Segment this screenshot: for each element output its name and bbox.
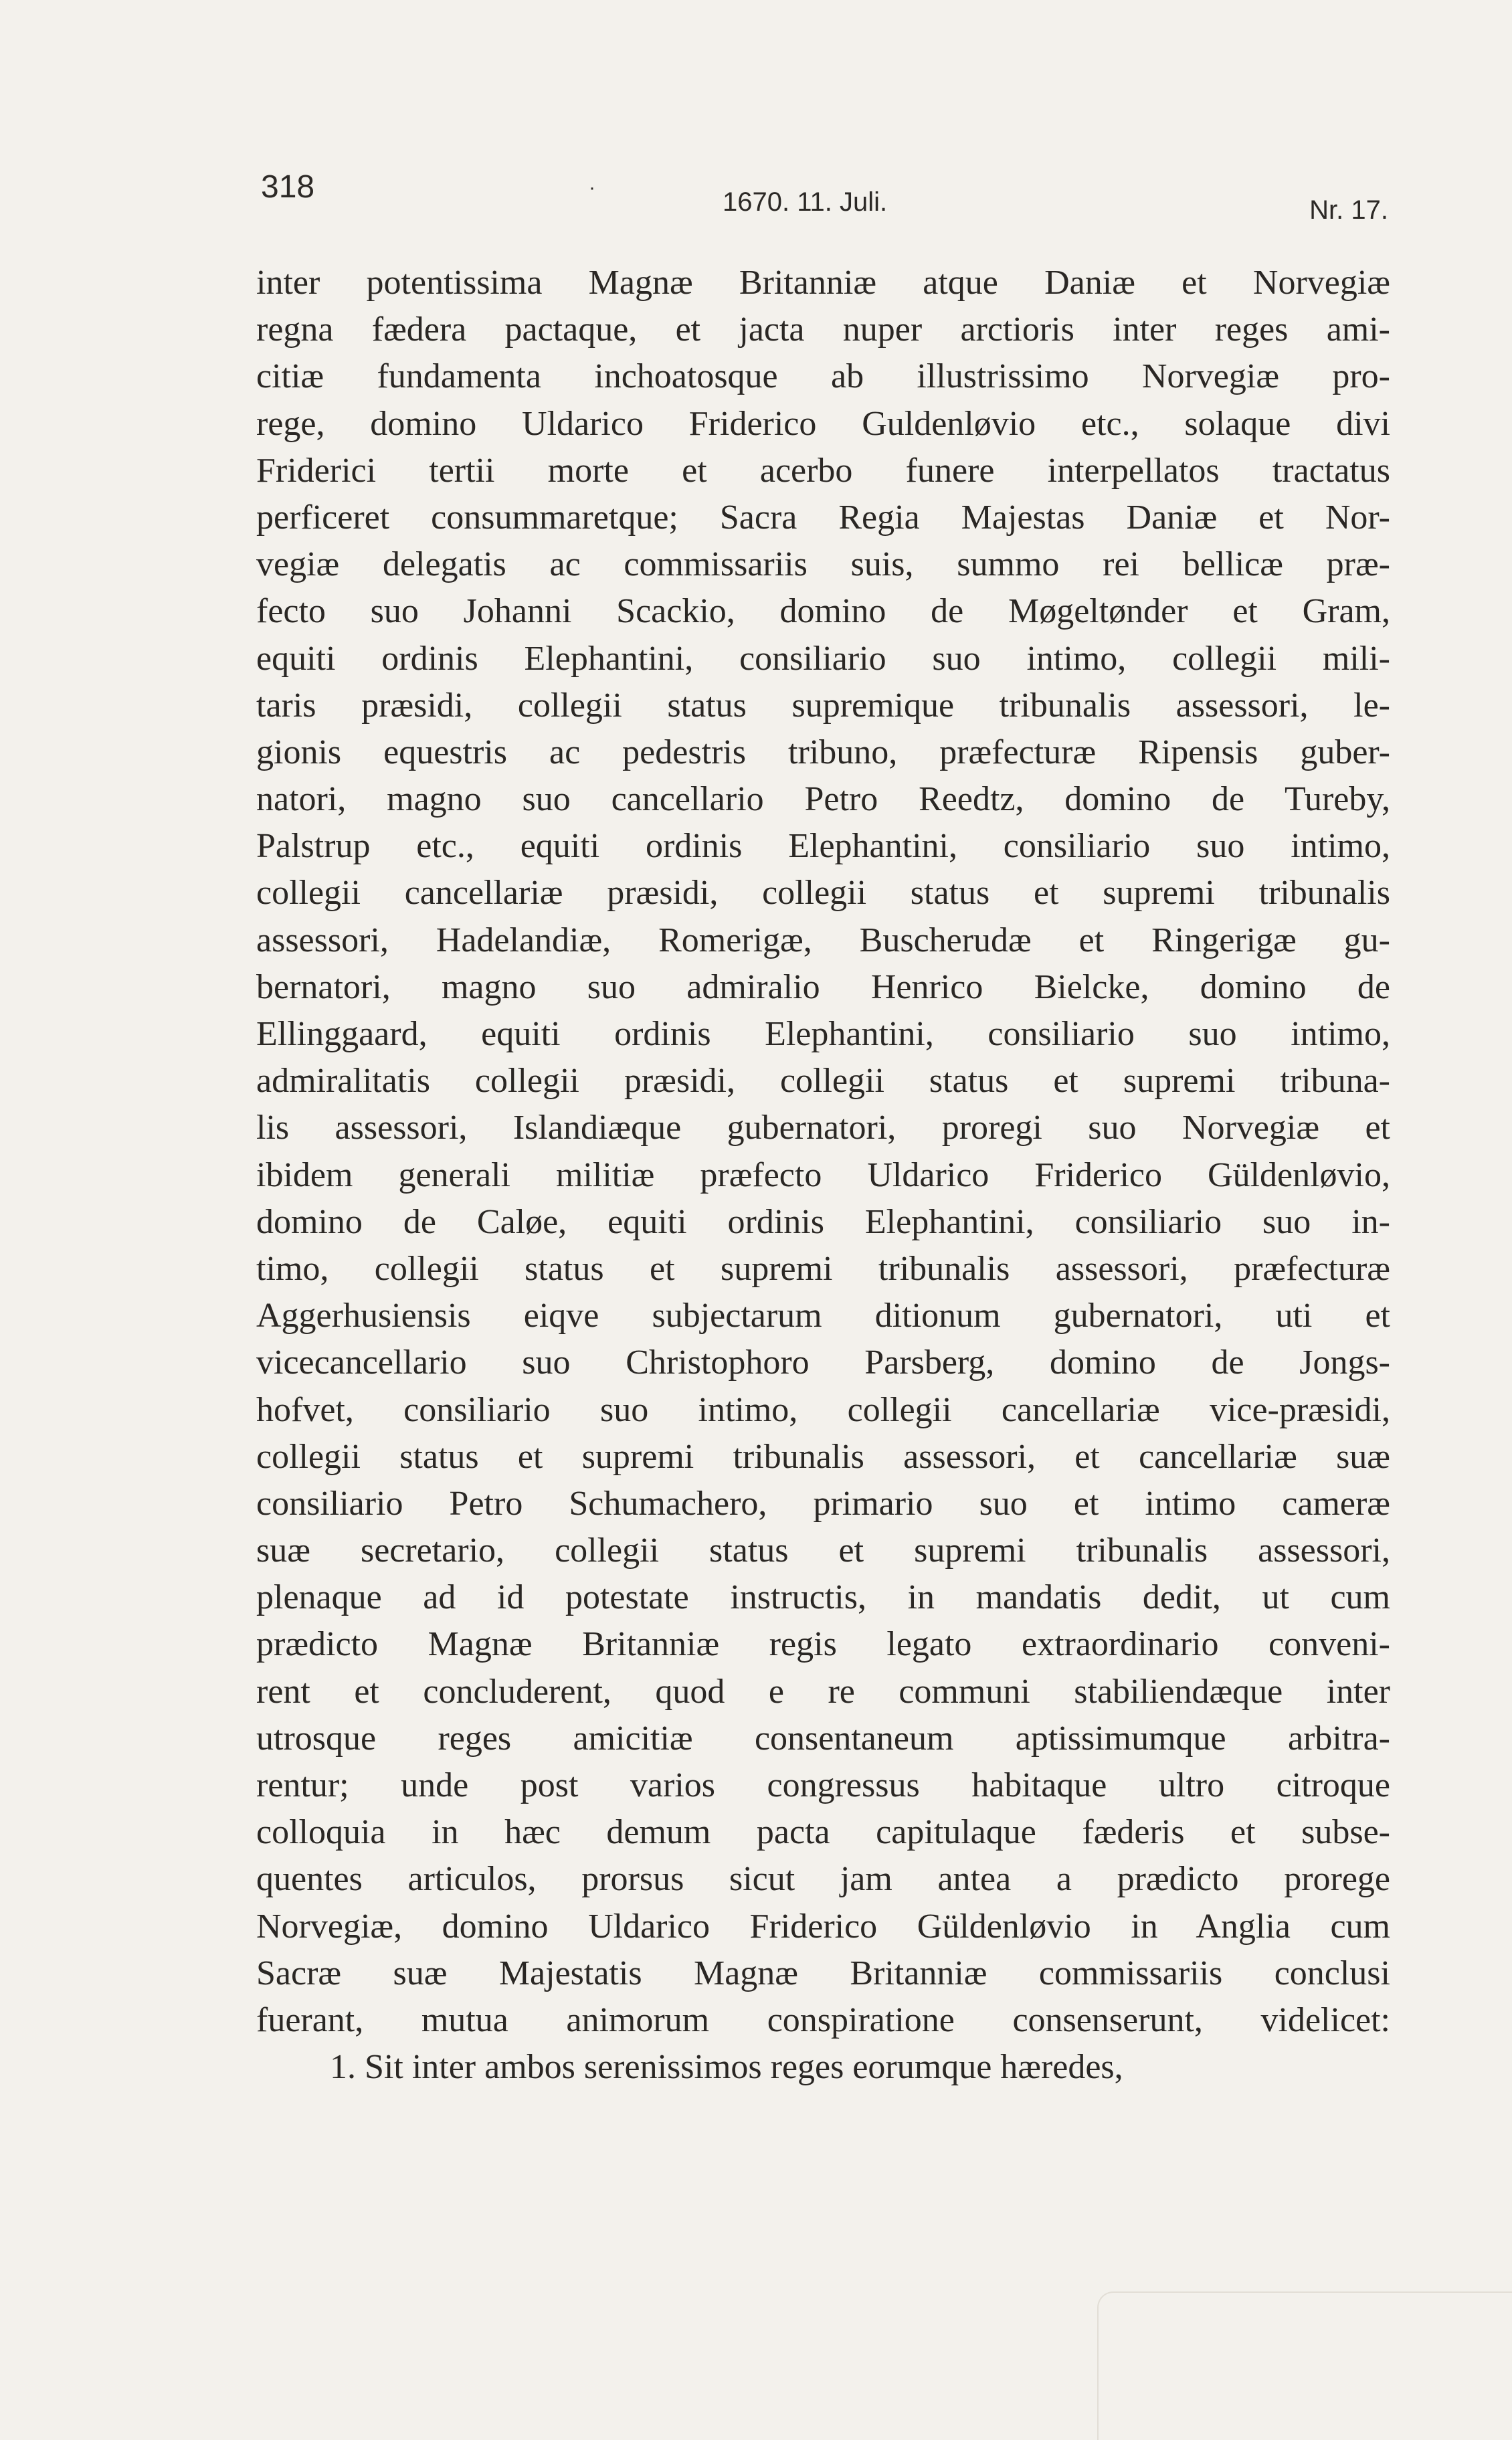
text-line: inter potentissima Magnæ Britanniæ atque Daniæ et Norvegiæ	[256, 264, 1390, 302]
text-line: citiæ fundamenta inchoatosque ab illustrissimo Norvegiæ pro-	[256, 357, 1390, 396]
text-line: ibidem generali militiæ præfecto Uldarico Friderico Güldenløvio,	[256, 1155, 1390, 1194]
page-corner-mark	[1097, 2291, 1512, 2440]
text-line: colloquia in hæc demum pacta capitulaque fæderis et subse-	[256, 1813, 1390, 1852]
text-line: hofvet, consiliario suo intimo, collegii cancellariæ vice-præsidi,	[256, 1390, 1390, 1429]
text-line: fuerant, mutua animorum conspiratione consenserunt, videlicet:	[256, 2000, 1390, 2039]
text-line: collegii cancellariæ præsidi, collegii status et supremi tribunalis	[256, 874, 1390, 913]
text-line: utrosque reges amicitiæ consentaneum aptissimumque arbitra-	[256, 1719, 1390, 1758]
text-line: vicecancellario suo Christophoro Parsberg, domino de Jongs-	[256, 1343, 1390, 1382]
text-line: equiti ordinis Elephantini, consiliario suo intimo, collegii mili-	[256, 639, 1390, 678]
text-line: domino de Caløe, equiti ordinis Elephantini, consiliario suo in-	[256, 1202, 1390, 1241]
text-line: fecto suo Johanni Scackio, domino de Møgeltønder et Gram,	[256, 592, 1390, 631]
text-line: natori, magno suo cancellario Petro Reedtz, domino de Tureby,	[256, 780, 1390, 819]
document-number: Nr. 17.	[1309, 195, 1388, 225]
text-line: bernatori, magno suo admiralio Henrico Bielcke, domino de	[256, 967, 1390, 1006]
text-line: perficeret consummaretque; Sacra Regia Majestas Daniæ et Nor-	[256, 498, 1390, 537]
text-line: rentur; unde post varios congressus habitaque ultro citroque	[256, 1766, 1390, 1804]
text-line: Aggerhusiensis eiqve subjectarum ditionum gubernatori, uti et	[256, 1297, 1390, 1335]
text-line: taris præsidi, collegii status supremique tribunalis assessori, le-	[256, 686, 1390, 725]
text-line-article-start: 1. Sit inter ambos serenissimos reges eorumque hæredes,	[330, 2048, 1123, 2087]
header-date: 1670. 11. Juli.	[723, 187, 888, 217]
text-line: rent et concluderent, quod e re communi stabiliendæque inter	[256, 1672, 1390, 1711]
header-dot: ·	[589, 177, 595, 199]
text-line: collegii status et supremi tribunalis assessori, et cancellariæ suæ	[256, 1437, 1390, 1476]
text-line: gionis equestris ac pedestris tribuno, præfecturæ Ripensis guber-	[256, 733, 1390, 771]
text-line: suæ secretario, collegii status et supremi tribunalis assessori,	[256, 1531, 1390, 1570]
text-line: Friderici tertii morte et acerbo funere interpellatos tractatus	[256, 451, 1390, 490]
text-line: Palstrup etc., equiti ordinis Elephantini, consiliario suo intimo,	[256, 827, 1390, 866]
text-line: plenaque ad id potestate instructis, in mandatis dedit, ut cum	[256, 1578, 1390, 1617]
text-line: lis assessori, Islandiæque gubernatori, proregi suo Norvegiæ et	[256, 1109, 1390, 1147]
text-line: timo, collegii status et supremi tribunalis assessori, præfecturæ	[256, 1249, 1390, 1288]
page-header	[261, 169, 1395, 225]
text-line: consiliario Petro Schumachero, primario suo et intimo cameræ	[256, 1484, 1390, 1523]
text-line: admiralitatis collegii præsidi, collegii status et supremi tribuna-	[256, 1062, 1390, 1101]
text-line: Sacræ suæ Majestatis Magnæ Britanniæ commissariis conclusi	[256, 1954, 1390, 1992]
text-line: assessori, Hadelandiæ, Romerigæ, Buscherudæ et Ringerigæ gu-	[256, 921, 1390, 959]
text-line: regna fædera pactaque, et jacta nuper arctioris inter reges ami-	[256, 310, 1390, 349]
text-line: Ellinggaard, equiti ordinis Elephantini, consiliario suo intimo,	[256, 1015, 1390, 1053]
text-line: vegiæ delegatis ac commissariis suis, summo rei bellicæ præ-	[256, 545, 1390, 584]
text-line: prædicto Magnæ Britanniæ regis legato extraordinario conveni-	[256, 1625, 1390, 1664]
text-line: Norvegiæ, domino Uldarico Friderico Güldenløvio in Anglia cum	[256, 1907, 1390, 1946]
text-line: rege, domino Uldarico Friderico Guldenløvio etc., solaque divi	[256, 404, 1390, 443]
page-number: 318	[261, 169, 315, 205]
text-line: quentes articulos, prorsus sicut jam antea a prædicto prorege	[256, 1860, 1390, 1899]
body-text	[256, 260, 1390, 2091]
